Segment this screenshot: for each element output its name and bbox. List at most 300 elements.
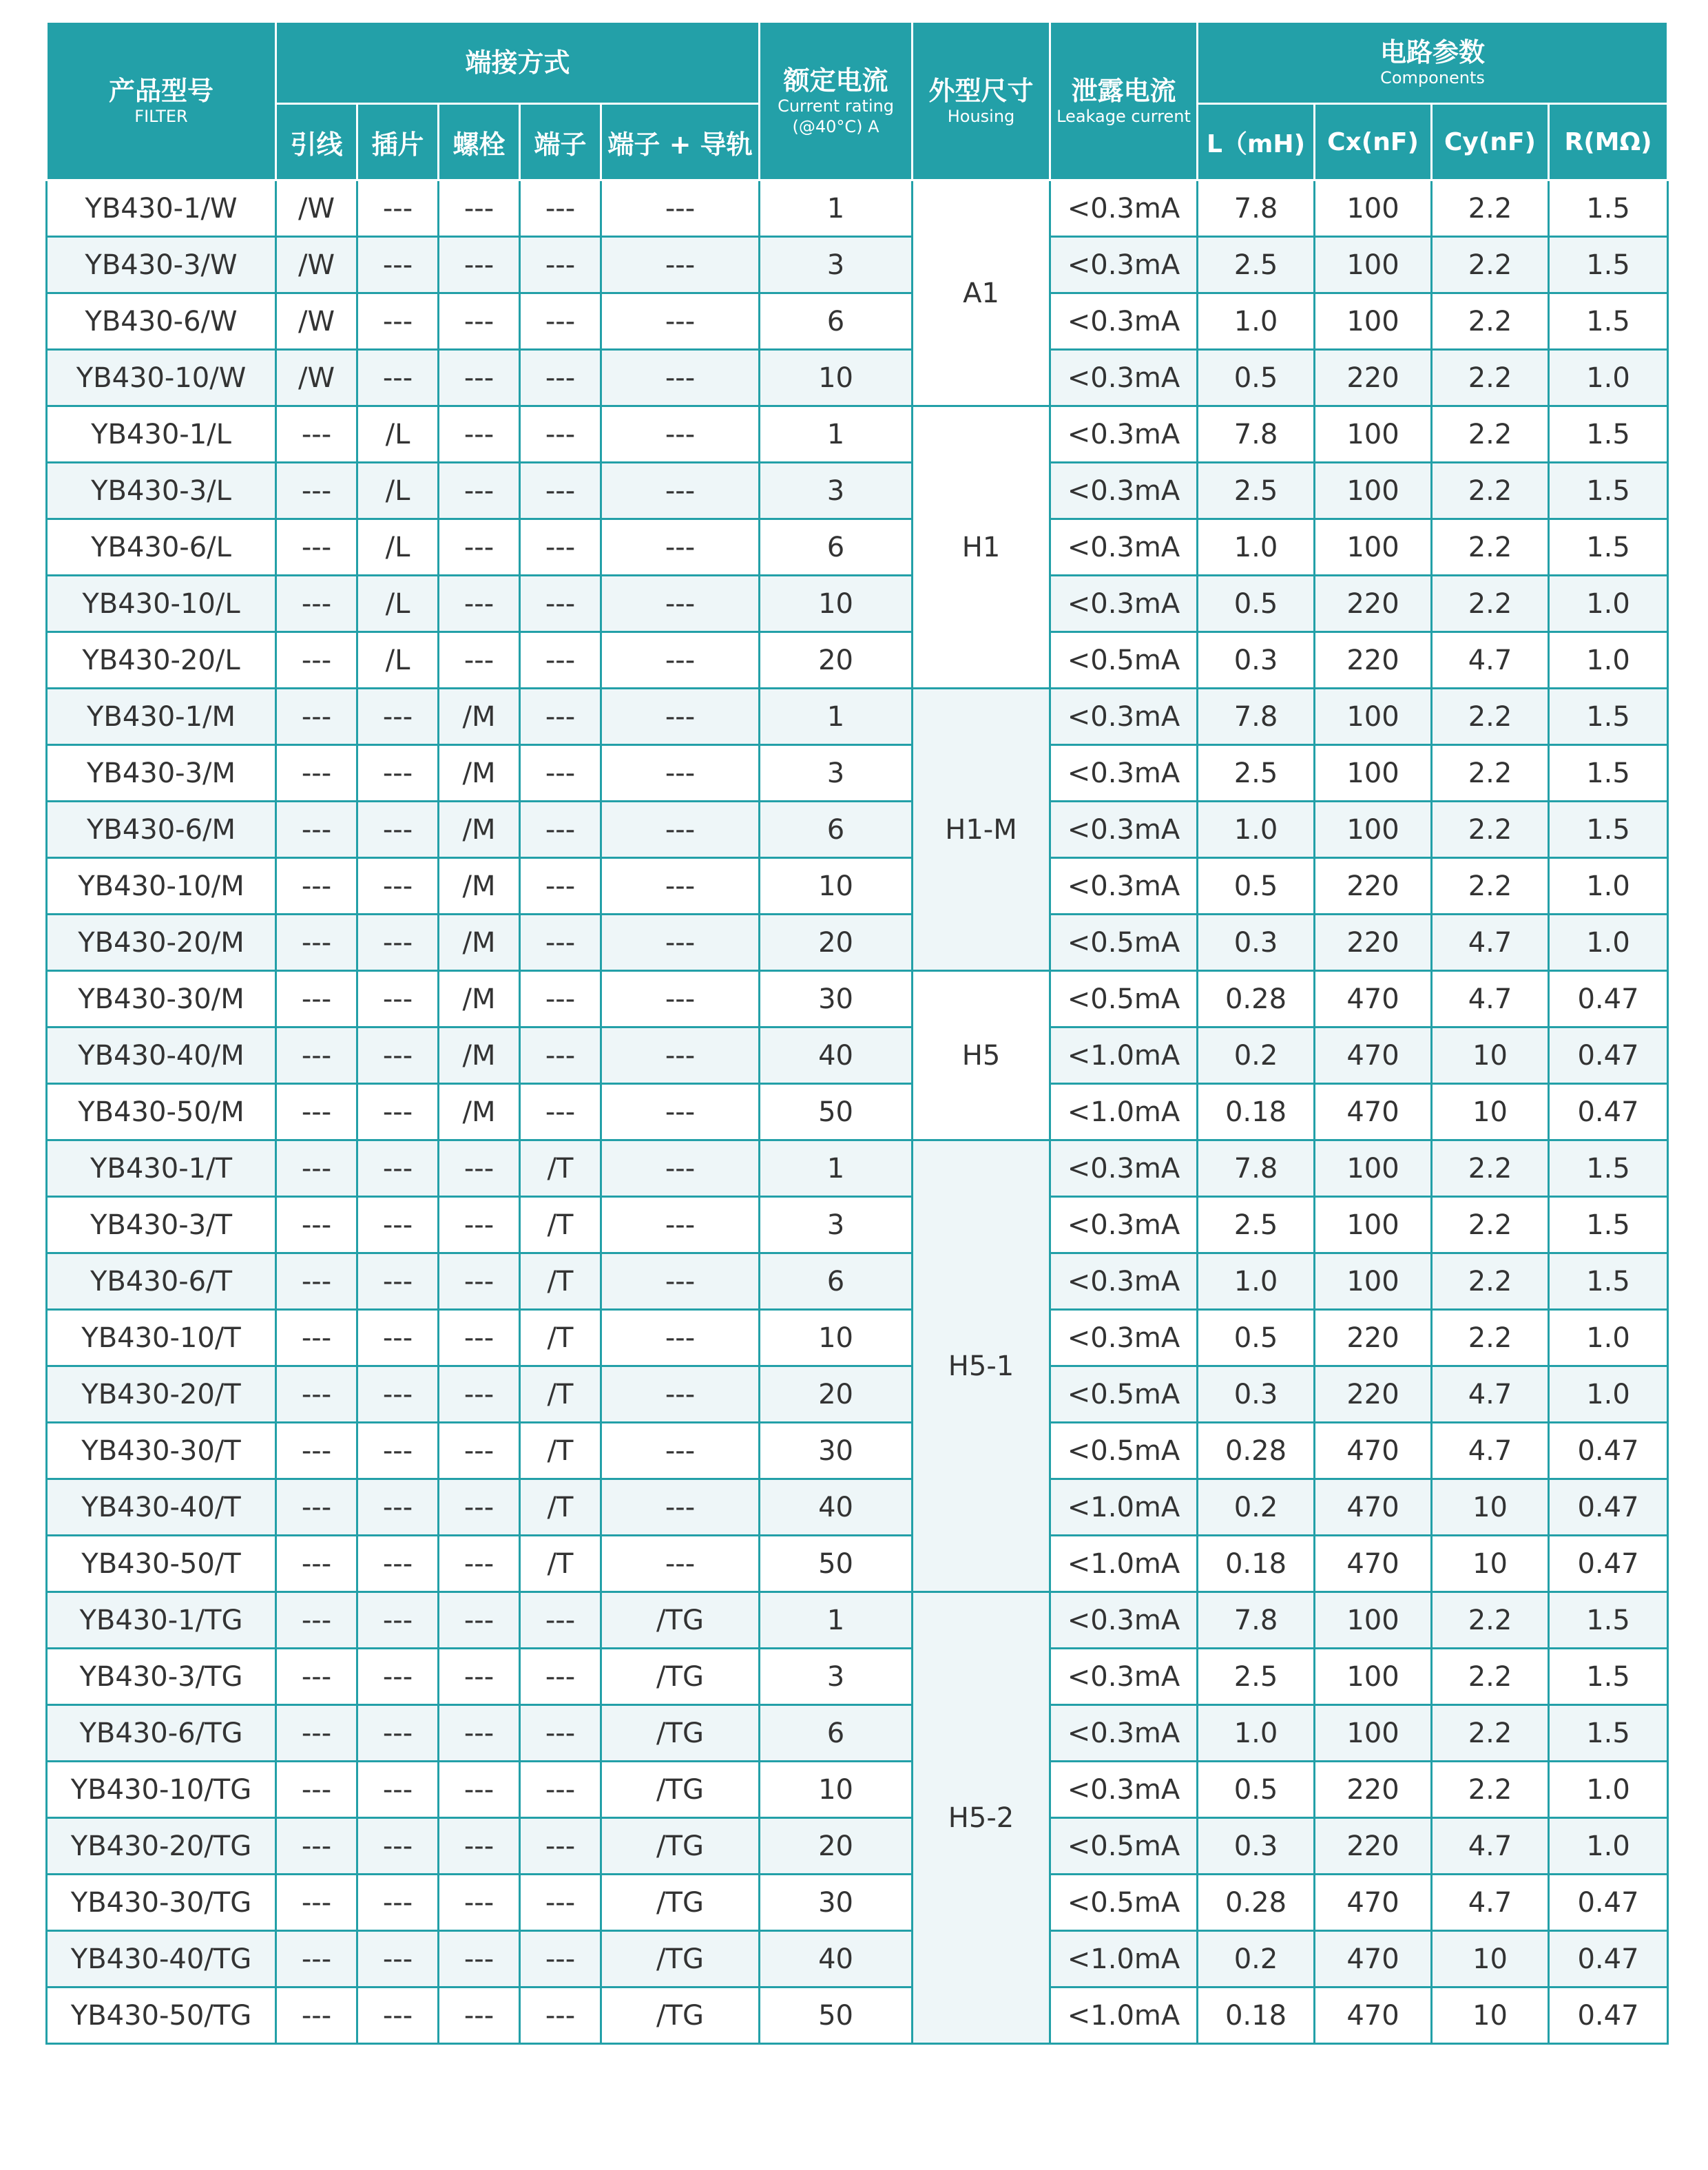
model-cell: YB430-3/TG (47, 1649, 276, 1705)
current-cell: 50 (760, 1084, 913, 1140)
model-cell: YB430-3/L (47, 463, 276, 519)
resistance-cell: 1.0 (1549, 1310, 1668, 1366)
cx-cell: 220 (1315, 858, 1432, 915)
resistance-cell: 0.47 (1549, 1988, 1668, 2044)
cx-cell: 100 (1315, 1592, 1432, 1649)
leakage-cell: <0.3mA (1050, 576, 1198, 632)
resistance-cell: 1.5 (1549, 519, 1668, 576)
header-termination-terminal-rail: 端子 + 导轨 (601, 104, 760, 180)
resistance-cell: 1.5 (1549, 1705, 1668, 1762)
leakage-cell: <0.3mA (1050, 802, 1198, 858)
termination-cell: --- (276, 1875, 357, 1931)
termination-cell: --- (439, 1762, 520, 1818)
table-row (47, 1084, 1668, 1140)
leakage-cell: <0.3mA (1050, 237, 1198, 293)
table-row (47, 1592, 1668, 1649)
header-current-en: Current rating (778, 96, 894, 116)
header-housing-en: Housing (947, 106, 1015, 126)
termination-cell: /M (439, 971, 520, 1027)
inductance-cell: 0.5 (1198, 1762, 1315, 1818)
model-cell: YB430-6/T (47, 1253, 276, 1310)
inductance-cell: 0.28 (1198, 971, 1315, 1027)
termination-cell: --- (276, 745, 357, 802)
termination-cell: --- (601, 971, 760, 1027)
termination-cell: /TG (601, 1931, 760, 1988)
termination-cell: --- (439, 576, 520, 632)
current-cell: 6 (760, 1253, 913, 1310)
model-cell: YB430-3/M (47, 745, 276, 802)
table-row (47, 1988, 1668, 2044)
termination-cell: --- (520, 858, 601, 915)
current-cell: 1 (760, 689, 913, 745)
table-row (47, 632, 1668, 689)
termination-cell: --- (520, 519, 601, 576)
termination-cell: --- (357, 915, 439, 971)
resistance-cell: 1.0 (1549, 1818, 1668, 1875)
header-termination-cn: 端接方式 (465, 48, 570, 78)
inductance-cell: 1.0 (1198, 802, 1315, 858)
termination-cell: --- (439, 1366, 520, 1423)
header-cx: Cx(nF) (1315, 104, 1432, 180)
housing-cell: H1 (913, 406, 1050, 689)
termination-cell: --- (601, 237, 760, 293)
termination-cell: --- (439, 1536, 520, 1592)
inductance-cell: 0.2 (1198, 1479, 1315, 1536)
inductance-cell: 1.0 (1198, 1253, 1315, 1310)
current-cell: 6 (760, 802, 913, 858)
table-row (47, 1479, 1668, 1536)
termination-cell: /TG (601, 1875, 760, 1931)
leakage-cell: <0.5mA (1050, 1818, 1198, 1875)
termination-cell: --- (520, 237, 601, 293)
termination-cell: --- (439, 519, 520, 576)
resistance-cell: 1.5 (1549, 1140, 1668, 1197)
leakage-cell: <0.3mA (1050, 1197, 1198, 1253)
header-model-cn: 产品型号 (108, 75, 214, 106)
table-row (47, 1536, 1668, 1592)
termination-cell: --- (601, 1253, 760, 1310)
termination-cell: /W (276, 350, 357, 406)
termination-cell: --- (357, 1931, 439, 1988)
cx-cell: 220 (1315, 350, 1432, 406)
termination-cell: --- (439, 1818, 520, 1875)
model-cell: YB430-50/TG (47, 1988, 276, 2044)
model-cell: YB430-50/T (47, 1536, 276, 1592)
resistance-cell: 1.5 (1549, 1197, 1668, 1253)
termination-cell: --- (520, 632, 601, 689)
cy-cell: 2.2 (1432, 576, 1549, 632)
current-cell: 3 (760, 237, 913, 293)
cy-cell: 2.2 (1432, 802, 1549, 858)
resistance-cell: 1.5 (1549, 293, 1668, 350)
current-cell: 30 (760, 1875, 913, 1931)
resistance-cell: 1.0 (1549, 858, 1668, 915)
inductance-cell: 7.8 (1198, 1140, 1315, 1197)
termination-cell: --- (601, 689, 760, 745)
termination-cell: /L (357, 463, 439, 519)
table-row (47, 1649, 1668, 1705)
termination-cell: --- (439, 1253, 520, 1310)
table-row (47, 1140, 1668, 1197)
table-row (47, 1875, 1668, 1931)
header-current-note: (@40°C) A (792, 116, 879, 136)
current-cell: 1 (760, 180, 913, 237)
current-cell: 20 (760, 632, 913, 689)
resistance-cell: 1.0 (1549, 576, 1668, 632)
current-cell: 20 (760, 1818, 913, 1875)
header-circuit-en: Components (1380, 68, 1485, 87)
model-cell: YB430-3/T (47, 1197, 276, 1253)
termination-cell: --- (357, 802, 439, 858)
termination-cell: --- (439, 1592, 520, 1649)
resistance-cell: 1.5 (1549, 689, 1668, 745)
resistance-cell: 0.47 (1549, 1084, 1668, 1140)
cy-cell: 2.2 (1432, 350, 1549, 406)
termination-cell: /TG (601, 1705, 760, 1762)
current-cell: 6 (760, 519, 913, 576)
termination-cell: --- (439, 350, 520, 406)
resistance-cell: 1.0 (1549, 915, 1668, 971)
model-cell: YB430-20/M (47, 915, 276, 971)
cx-cell: 100 (1315, 519, 1432, 576)
table-row (47, 1762, 1668, 1818)
termination-cell: --- (601, 1366, 760, 1423)
leakage-cell: <0.3mA (1050, 1253, 1198, 1310)
termination-cell: --- (276, 632, 357, 689)
termination-cell: --- (276, 689, 357, 745)
current-cell: 10 (760, 350, 913, 406)
model-cell: YB430-6/W (47, 293, 276, 350)
termination-cell: --- (276, 463, 357, 519)
resistance-cell: 0.47 (1549, 1423, 1668, 1479)
termination-cell: --- (276, 915, 357, 971)
cx-cell: 100 (1315, 180, 1432, 237)
table-row (47, 576, 1668, 632)
leakage-cell: <0.3mA (1050, 293, 1198, 350)
termination-cell: /L (357, 632, 439, 689)
table-row (47, 463, 1668, 519)
header-termination-tab: 插片 (357, 104, 439, 180)
termination-cell: --- (520, 1875, 601, 1931)
table-row (47, 971, 1668, 1027)
termination-cell: --- (520, 915, 601, 971)
termination-cell: --- (601, 1536, 760, 1592)
termination-cell: --- (439, 1140, 520, 1197)
housing-cell: H5-1 (913, 1140, 1050, 1592)
termination-cell: --- (520, 1818, 601, 1875)
cx-cell: 220 (1315, 1310, 1432, 1366)
model-cell: YB430-30/T (47, 1423, 276, 1479)
model-cell: YB430-30/TG (47, 1875, 276, 1931)
table-row (47, 745, 1668, 802)
termination-cell: --- (520, 1027, 601, 1084)
header-termination (276, 22, 760, 104)
termination-cell: --- (357, 745, 439, 802)
leakage-cell: <0.3mA (1050, 858, 1198, 915)
termination-cell: --- (439, 406, 520, 463)
cy-cell: 4.7 (1432, 632, 1549, 689)
cx-cell: 220 (1315, 1366, 1432, 1423)
cx-cell: 220 (1315, 1818, 1432, 1875)
table-row (47, 858, 1668, 915)
cy-cell: 4.7 (1432, 1423, 1549, 1479)
inductance-cell: 0.5 (1198, 858, 1315, 915)
termination-cell: /T (520, 1253, 601, 1310)
inductance-cell: 1.0 (1198, 1705, 1315, 1762)
termination-cell: --- (357, 1818, 439, 1875)
model-cell: YB430-6/L (47, 519, 276, 576)
termination-cell: /T (520, 1140, 601, 1197)
cy-cell: 10 (1432, 1084, 1549, 1140)
termination-cell: --- (357, 237, 439, 293)
inductance-cell: 7.8 (1198, 689, 1315, 745)
termination-cell: --- (357, 1536, 439, 1592)
cy-cell: 2.2 (1432, 463, 1549, 519)
termination-cell: --- (601, 463, 760, 519)
inductance-cell: 0.3 (1198, 915, 1315, 971)
inductance-cell: 0.28 (1198, 1423, 1315, 1479)
leakage-cell: <0.3mA (1050, 1762, 1198, 1818)
cy-cell: 2.2 (1432, 406, 1549, 463)
cx-cell: 100 (1315, 802, 1432, 858)
current-cell: 40 (760, 1027, 913, 1084)
termination-cell: --- (357, 1084, 439, 1140)
cx-cell: 470 (1315, 1875, 1432, 1931)
resistance-cell: 1.5 (1549, 180, 1668, 237)
inductance-cell: 0.3 (1198, 632, 1315, 689)
termination-cell: --- (601, 802, 760, 858)
model-cell: YB430-10/M (47, 858, 276, 915)
header-leakage-cn: 泄露电流 (1071, 75, 1176, 106)
leakage-cell: <0.3mA (1050, 350, 1198, 406)
termination-cell: /M (439, 1084, 520, 1140)
leakage-cell: <0.3mA (1050, 1705, 1198, 1762)
current-cell: 1 (760, 1140, 913, 1197)
termination-cell: --- (439, 1479, 520, 1536)
termination-cell: --- (276, 576, 357, 632)
termination-cell: --- (601, 1423, 760, 1479)
termination-cell: --- (601, 1140, 760, 1197)
cy-cell: 2.2 (1432, 1705, 1549, 1762)
termination-cell: --- (601, 1084, 760, 1140)
termination-cell: /W (276, 180, 357, 237)
termination-cell: --- (357, 1875, 439, 1931)
termination-cell: /M (439, 802, 520, 858)
termination-cell: /W (276, 237, 357, 293)
termination-cell: --- (520, 180, 601, 237)
model-cell: YB430-20/T (47, 1366, 276, 1423)
leakage-cell: <0.3mA (1050, 745, 1198, 802)
table-row (47, 519, 1668, 576)
inductance-cell: 7.8 (1198, 406, 1315, 463)
current-cell: 20 (760, 915, 913, 971)
resistance-cell: 0.47 (1549, 1875, 1668, 1931)
cx-cell: 470 (1315, 1931, 1432, 1988)
leakage-cell: <0.3mA (1050, 689, 1198, 745)
inductance-cell: 0.5 (1198, 576, 1315, 632)
termination-cell: --- (439, 1423, 520, 1479)
inductance-cell: 2.5 (1198, 1649, 1315, 1705)
cx-cell: 100 (1315, 689, 1432, 745)
termination-cell: --- (357, 350, 439, 406)
current-cell: 50 (760, 1988, 913, 2044)
table-row (47, 350, 1668, 406)
inductance-cell: 0.3 (1198, 1366, 1315, 1423)
termination-cell: --- (276, 1705, 357, 1762)
leakage-cell: <0.5mA (1050, 1423, 1198, 1479)
termination-cell: --- (520, 745, 601, 802)
current-cell: 1 (760, 406, 913, 463)
termination-cell: --- (276, 1931, 357, 1988)
leakage-cell: <0.5mA (1050, 632, 1198, 689)
termination-cell: --- (276, 1762, 357, 1818)
header-leakage-en: Leakage current (1056, 106, 1191, 126)
termination-cell: --- (276, 802, 357, 858)
termination-cell: --- (276, 406, 357, 463)
leakage-cell: <1.0mA (1050, 1931, 1198, 1988)
termination-cell: --- (601, 1479, 760, 1536)
header-housing-cn: 外型尺寸 (928, 75, 1034, 106)
termination-cell: --- (439, 1310, 520, 1366)
termination-cell: --- (601, 406, 760, 463)
termination-cell: --- (357, 1140, 439, 1197)
termination-cell: --- (357, 1988, 439, 2044)
model-cell: YB430-1/TG (47, 1592, 276, 1649)
current-cell: 3 (760, 463, 913, 519)
termination-cell: --- (276, 1536, 357, 1592)
leakage-cell: <0.5mA (1050, 971, 1198, 1027)
cx-cell: 220 (1315, 1762, 1432, 1818)
inductance-cell: 0.5 (1198, 350, 1315, 406)
cy-cell: 4.7 (1432, 1875, 1549, 1931)
inductance-cell: 0.18 (1198, 1084, 1315, 1140)
table-row (47, 802, 1668, 858)
cy-cell: 4.7 (1432, 971, 1549, 1027)
termination-cell: /M (439, 745, 520, 802)
resistance-cell: 1.5 (1549, 745, 1668, 802)
cy-cell: 4.7 (1432, 1366, 1549, 1423)
cx-cell: 470 (1315, 1027, 1432, 1084)
termination-cell: /M (439, 689, 520, 745)
resistance-cell: 1.5 (1549, 406, 1668, 463)
inductance-cell: 7.8 (1198, 180, 1315, 237)
termination-cell: --- (357, 1423, 439, 1479)
termination-cell: /TG (601, 1762, 760, 1818)
current-cell: 40 (760, 1479, 913, 1536)
termination-cell: --- (439, 463, 520, 519)
cx-cell: 470 (1315, 1536, 1432, 1592)
resistance-cell: 1.5 (1549, 802, 1668, 858)
termination-cell: --- (357, 1649, 439, 1705)
table-row (47, 293, 1668, 350)
termination-cell: --- (357, 1310, 439, 1366)
termination-cell: /L (357, 519, 439, 576)
termination-cell: --- (276, 1310, 357, 1366)
termination-cell: --- (520, 463, 601, 519)
current-cell: 10 (760, 858, 913, 915)
model-cell: YB430-40/T (47, 1479, 276, 1536)
termination-cell: --- (520, 1988, 601, 2044)
termination-cell: --- (276, 1140, 357, 1197)
header-current-cn: 额定电流 (783, 65, 888, 96)
termination-cell: --- (357, 1705, 439, 1762)
leakage-cell: <1.0mA (1050, 1027, 1198, 1084)
cy-cell: 2.2 (1432, 1762, 1549, 1818)
current-cell: 10 (760, 1762, 913, 1818)
resistance-cell: 1.5 (1549, 237, 1668, 293)
cy-cell: 2.2 (1432, 1253, 1549, 1310)
current-cell: 50 (760, 1536, 913, 1592)
cx-cell: 220 (1315, 915, 1432, 971)
termination-cell: --- (276, 971, 357, 1027)
cx-cell: 470 (1315, 1423, 1432, 1479)
model-cell: YB430-20/TG (47, 1818, 276, 1875)
termination-cell: /L (357, 406, 439, 463)
leakage-cell: <0.3mA (1050, 180, 1198, 237)
model-cell: YB430-50/M (47, 1084, 276, 1140)
inductance-cell: 0.2 (1198, 1931, 1315, 1988)
inductance-cell: 7.8 (1198, 1592, 1315, 1649)
spec-table (45, 21, 1669, 2045)
cx-cell: 220 (1315, 576, 1432, 632)
termination-cell: --- (520, 971, 601, 1027)
termination-cell: /M (439, 1027, 520, 1084)
table-row (47, 1310, 1668, 1366)
cx-cell: 100 (1315, 1197, 1432, 1253)
cx-cell: 100 (1315, 1705, 1432, 1762)
model-cell: YB430-1/W (47, 180, 276, 237)
cy-cell: 2.2 (1432, 1310, 1549, 1366)
table-row (47, 1818, 1668, 1875)
inductance-cell: 1.0 (1198, 519, 1315, 576)
termination-cell: --- (601, 858, 760, 915)
header-circuit (1198, 22, 1668, 104)
cy-cell: 2.2 (1432, 180, 1549, 237)
termination-cell: --- (357, 1253, 439, 1310)
inductance-cell: 2.5 (1198, 237, 1315, 293)
leakage-cell: <0.5mA (1050, 915, 1198, 971)
cx-cell: 100 (1315, 1253, 1432, 1310)
termination-cell: --- (601, 519, 760, 576)
termination-cell: --- (601, 576, 760, 632)
termination-cell: /T (520, 1197, 601, 1253)
table-row (47, 1197, 1668, 1253)
header-housing (913, 22, 1050, 180)
leakage-cell: <1.0mA (1050, 1988, 1198, 2044)
table-row (47, 1705, 1668, 1762)
termination-cell: --- (601, 293, 760, 350)
termination-cell: --- (601, 745, 760, 802)
cy-cell: 2.2 (1432, 745, 1549, 802)
cx-cell: 470 (1315, 1988, 1432, 2044)
termination-cell: --- (276, 1479, 357, 1536)
housing-cell: A1 (913, 180, 1050, 406)
cy-cell: 2.2 (1432, 237, 1549, 293)
model-cell: YB430-6/M (47, 802, 276, 858)
current-cell: 3 (760, 1197, 913, 1253)
termination-cell: --- (520, 1649, 601, 1705)
termination-cell: --- (357, 1592, 439, 1649)
termination-cell: --- (601, 1027, 760, 1084)
termination-cell: --- (276, 1818, 357, 1875)
cy-cell: 2.2 (1432, 1592, 1549, 1649)
cy-cell: 2.2 (1432, 858, 1549, 915)
cx-cell: 100 (1315, 745, 1432, 802)
inductance-cell: 0.28 (1198, 1875, 1315, 1931)
cx-cell: 100 (1315, 463, 1432, 519)
termination-cell: --- (520, 576, 601, 632)
termination-cell: --- (357, 1762, 439, 1818)
